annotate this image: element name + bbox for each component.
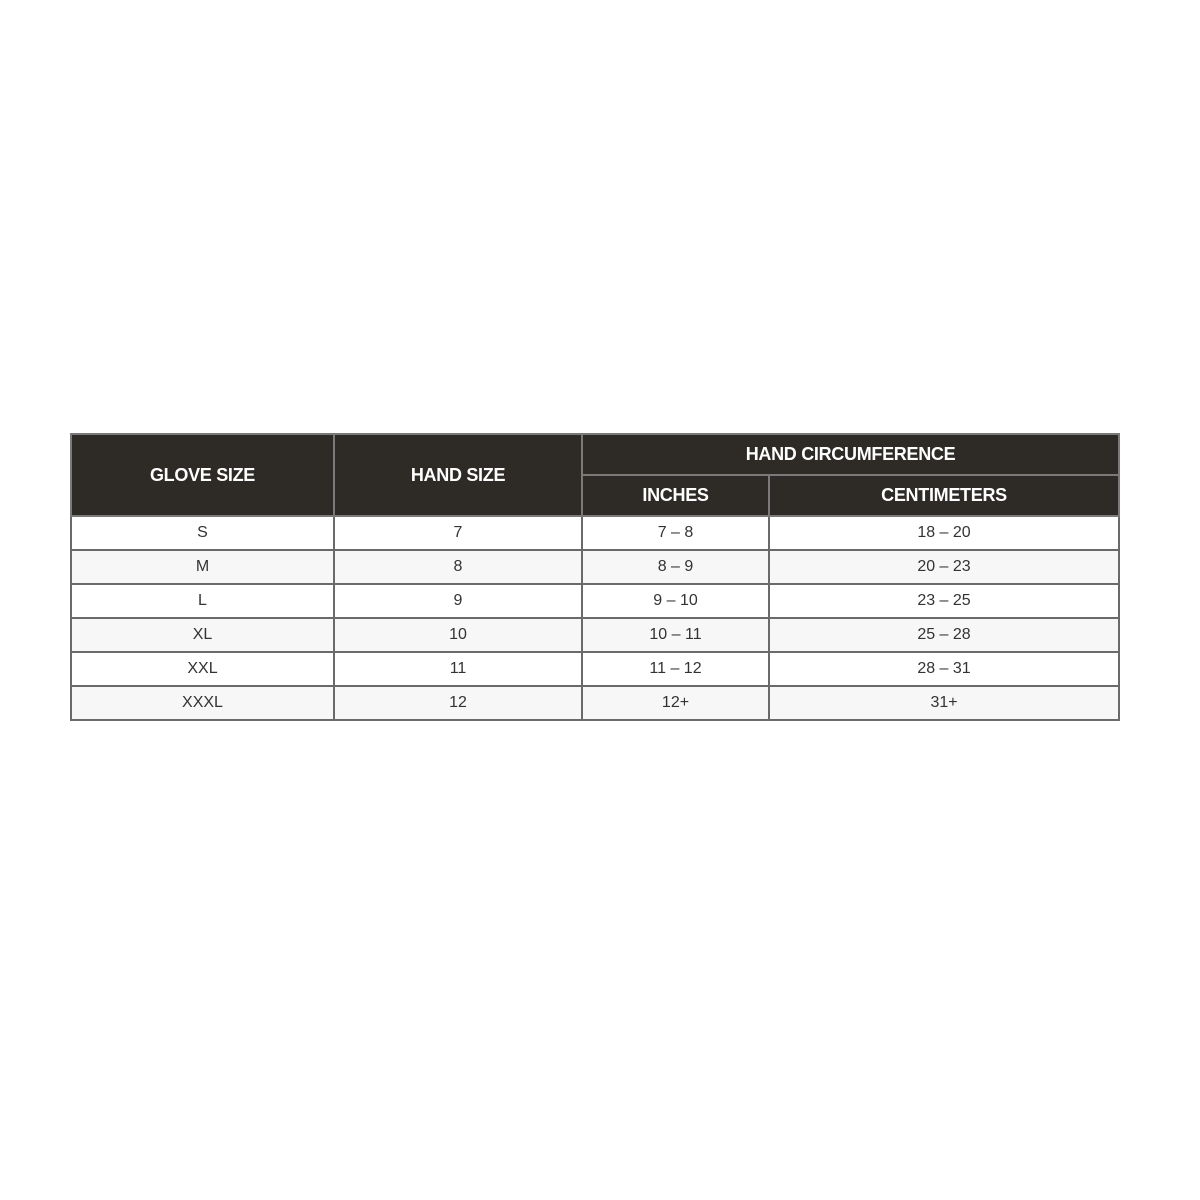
cell-centimeters: 25 – 28 xyxy=(769,618,1119,652)
cell-hand-size: 8 xyxy=(334,550,582,584)
cell-inches: 12+ xyxy=(582,686,769,720)
cell-glove-size: S xyxy=(71,516,334,550)
table-row xyxy=(71,686,1119,720)
table-row xyxy=(71,584,1119,618)
header-centimeters: CENTIMETERS xyxy=(769,475,1119,516)
cell-inches: 7 – 8 xyxy=(582,516,769,550)
cell-hand-size: 9 xyxy=(334,584,582,618)
cell-glove-size: XXL xyxy=(71,652,334,686)
cell-centimeters: 18 – 20 xyxy=(769,516,1119,550)
cell-hand-size: 12 xyxy=(334,686,582,720)
table-row xyxy=(71,618,1119,652)
cell-centimeters: 23 – 25 xyxy=(769,584,1119,618)
table-body xyxy=(71,516,1119,720)
cell-inches: 10 – 11 xyxy=(582,618,769,652)
cell-glove-size: M xyxy=(71,550,334,584)
table-row xyxy=(71,516,1119,550)
cell-hand-size: 11 xyxy=(334,652,582,686)
header-hand-size: HAND SIZE xyxy=(334,434,582,516)
cell-inches: 11 – 12 xyxy=(582,652,769,686)
table-row xyxy=(71,652,1119,686)
cell-hand-size: 7 xyxy=(334,516,582,550)
cell-inches: 8 – 9 xyxy=(582,550,769,584)
cell-hand-size: 10 xyxy=(334,618,582,652)
header-glove-size: GLOVE SIZE xyxy=(71,434,334,516)
header-hand-circumference: HAND CIRCUMFERENCE xyxy=(582,434,1119,475)
table-row xyxy=(71,550,1119,584)
cell-glove-size: XXXL xyxy=(71,686,334,720)
cell-glove-size: XL xyxy=(71,618,334,652)
glove-size-chart-table xyxy=(70,433,1120,721)
header-row-top xyxy=(71,434,1119,475)
cell-centimeters: 28 – 31 xyxy=(769,652,1119,686)
cell-glove-size: L xyxy=(71,584,334,618)
table-header xyxy=(71,434,1119,516)
cell-centimeters: 20 – 23 xyxy=(769,550,1119,584)
header-inches: INCHES xyxy=(582,475,769,516)
cell-inches: 9 – 10 xyxy=(582,584,769,618)
cell-centimeters: 31+ xyxy=(769,686,1119,720)
